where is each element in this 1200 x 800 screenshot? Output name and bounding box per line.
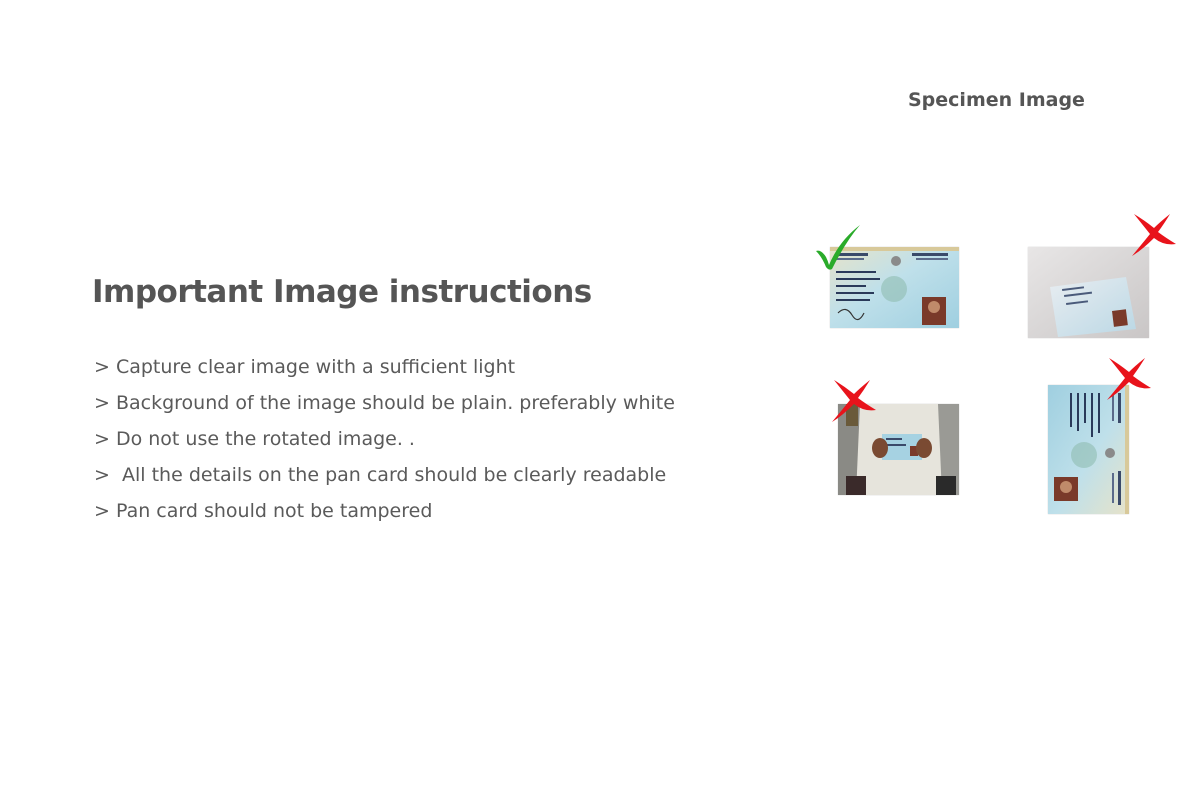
check-icon — [812, 221, 864, 273]
cross-icon — [828, 376, 878, 426]
instruction-item: > Capture clear image with a sufficient light — [94, 356, 516, 378]
instruction-item: > All the details on the pan card should be clearly readable — [94, 464, 667, 486]
instructions-heading: Important Image instructions — [92, 274, 592, 310]
rotated-pan-card-image — [1048, 385, 1129, 514]
specimen-title: Specimen Image — [908, 89, 1085, 111]
cross-icon — [1128, 210, 1178, 260]
cross-icon — [1103, 354, 1153, 404]
blurry-background-pan-card-image — [1028, 247, 1149, 338]
instruction-item: > Pan card should not be tampered — [94, 500, 433, 522]
instruction-item: > Background of the image should be plain. preferably white — [94, 392, 675, 414]
instruction-item: > Do not use the rotated image. . — [94, 428, 415, 450]
instructions-list — [94, 349, 675, 529]
